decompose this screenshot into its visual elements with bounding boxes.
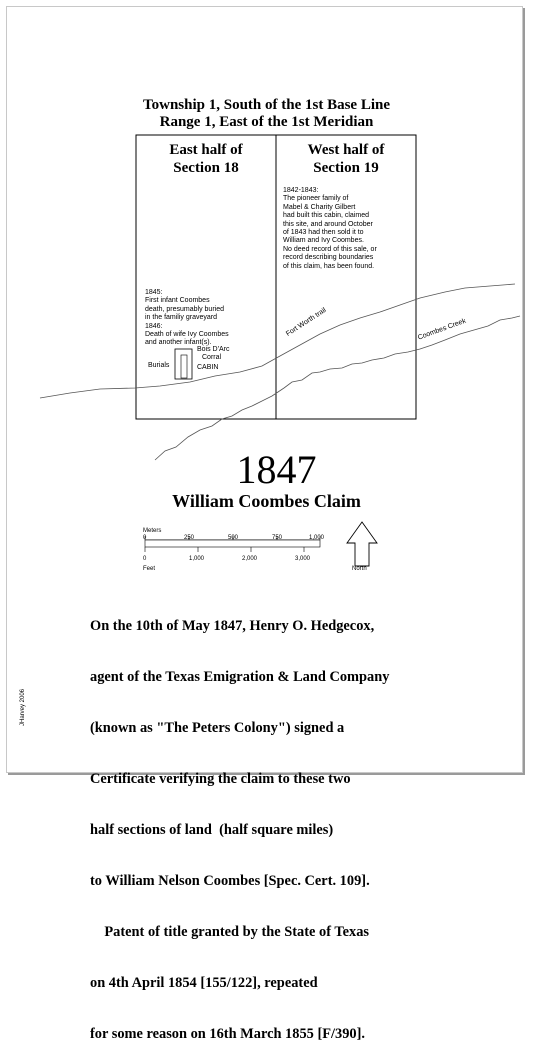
west-half-note: 1842-1843: The pioneer family of Mabel & Charity Gilbert had built this cabin, claimed this site, and around October of 1843 had then sold it to William and Ivy Coombes. No deed record of this sale, or record describing boundaries of this claim, has been found. — [283, 187, 377, 270]
cabin-label: CABIN — [197, 364, 219, 371]
east-section-title-line2: Section 18 — [173, 160, 239, 176]
fort-worth-trail-label: Fort Worth trail — [285, 306, 328, 338]
east-half-note: 1845: First infant Coombes death, presumably buried in the familiy graveyard 1846: Death of wife Ivy Coombes and another infant(s). — [145, 289, 229, 347]
feet-tick-label: 1,000 — [189, 556, 205, 562]
meters-tick-label: 250 — [184, 535, 195, 541]
meters-label: Meters — [143, 528, 162, 534]
feet-tick-label: 0 — [143, 556, 147, 562]
corral-label-line2: Corral — [202, 354, 222, 361]
north-label: North — [352, 566, 367, 572]
copyright-note: JHarvey 2006 — [20, 688, 26, 726]
township-heading: Township 1, South of the 1st Base Line — [142, 97, 390, 113]
east-section-title-line1: East half of — [169, 142, 243, 158]
meters-tick-label: 500 — [228, 535, 239, 541]
year-title: 1847 — [236, 447, 317, 492]
feet-tick-label: 2,000 — [242, 556, 258, 562]
east-half-section-18-boundary — [136, 135, 276, 419]
west-half-section-19-boundary — [276, 135, 416, 419]
cabin-outline — [181, 355, 187, 378]
corral-outline — [175, 349, 192, 379]
west-section-title-line1: West half of — [307, 142, 385, 158]
meters-tick-label: 1,000 — [309, 535, 325, 541]
feet-label: Feet — [143, 566, 156, 572]
feet-tick-label: 3,000 — [295, 556, 311, 562]
coombes-creek-label: Coombes Creek — [417, 317, 467, 342]
meters-tick-label: 0 — [143, 535, 147, 541]
west-section-title-line2: Section 19 — [313, 160, 379, 176]
fort-worth-trail — [40, 284, 515, 398]
claim-description: On the 10th of May 1847, Henry O. Hedgecox, agent of the Texas Emigration & Land Company (known as "The Peters Colony") signed a Certificate verifying the claim to these two half sections of land (half square miles) to William Nelson Coombes [Spec. Cert. 109]. Patent of title granted by the State of Texas on 4th April 1854 [155/122], repeated for some reason on 16th March 1855 [F/390]. — [90, 618, 390, 1042]
north-arrow-icon — [347, 522, 377, 566]
claim-title: William Coombes Claim — [172, 491, 361, 511]
range-heading: Range 1, East of the 1st Meridian — [159, 114, 374, 130]
corral-label-line1: Bois D'Arc — [197, 346, 230, 353]
burials-label: Burials — [148, 362, 170, 369]
meters-tick-label: 750 — [272, 535, 283, 541]
